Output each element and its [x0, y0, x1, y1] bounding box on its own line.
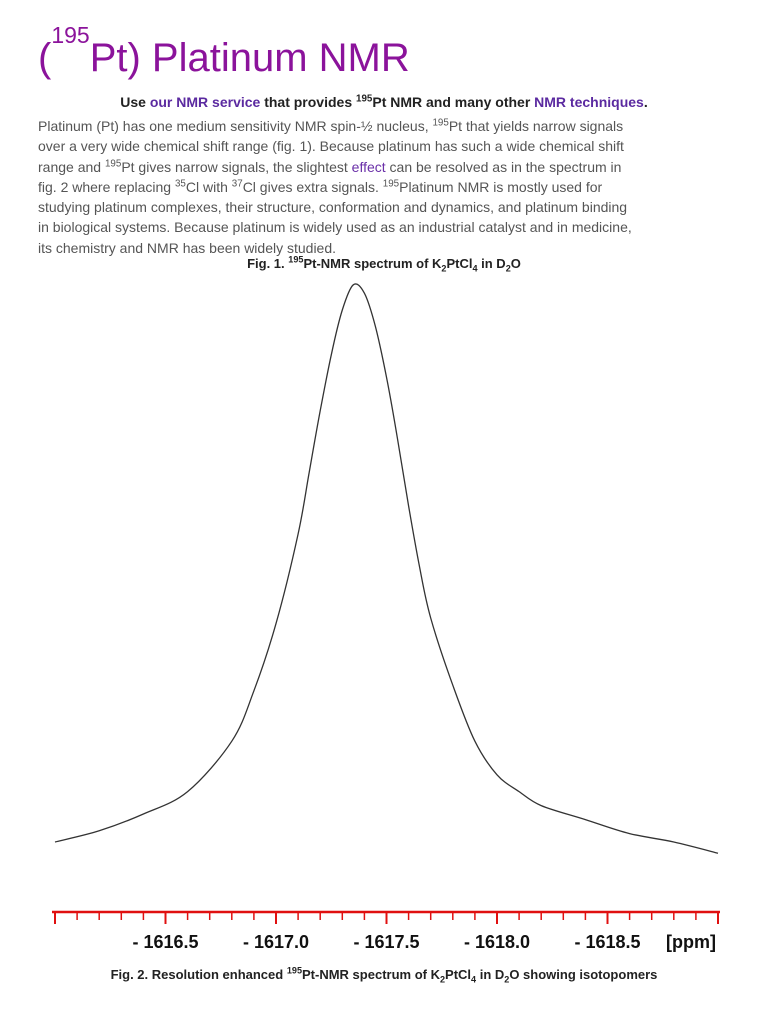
unit-label: [ppm]: [666, 932, 716, 952]
intro-text: over a very wide chemical shift range (fig. 1). Because platinum has such a wide chemical shift: [38, 138, 624, 155]
caption-text: PtCl: [445, 967, 472, 982]
intro-text: in biological systems. Because platinum is widely used as an industrial catalyst and in medicine,: [38, 219, 632, 236]
nmr-service-link[interactable]: our NMR service: [149, 94, 261, 110]
intro-line-4: [38, 177, 728, 197]
fig1-caption: [0, 254, 768, 274]
spectrum-trace-layer: [55, 284, 718, 853]
intro-sup: 37: [231, 178, 243, 190]
tagline-isotope: 195: [356, 93, 373, 105]
intro-text: Pt gives narrow signals, the slightest: [121, 158, 352, 175]
caption-sub: 2: [441, 263, 447, 274]
caption-text: in D: [477, 256, 506, 271]
caption-sub: 2: [505, 263, 511, 274]
intro-line-6: [38, 217, 728, 237]
caption-sub: 4: [472, 263, 478, 274]
fig2-caption: [0, 965, 768, 985]
nmr-techniques-link[interactable]: NMR techniques: [534, 94, 644, 110]
tick-label: - 1618.5: [574, 932, 641, 952]
caption-sup: 195: [286, 965, 303, 976]
caption-text: Pt-NMR spectrum of K: [302, 967, 440, 982]
tagline-part1: Use: [120, 94, 150, 110]
caption-sup: 195: [288, 254, 304, 265]
tick-label: - 1618.0: [463, 932, 531, 952]
ppm-axis: [52, 912, 720, 924]
intro-line-1: [38, 116, 728, 136]
intro-sup: 35: [174, 178, 186, 190]
page-title: [38, 22, 410, 80]
intro-sup: 195: [104, 157, 122, 169]
intro-sup: 195: [432, 117, 449, 129]
intro-text: Platinum NMR is mostly used for: [399, 178, 603, 195]
intro-text: studying platinum complexes, their structure, conformation and dynamics, and platinum binding: [38, 199, 628, 216]
caption-text: Fig. 2. Resolution enhanced: [110, 967, 287, 982]
service-tagline: [0, 94, 768, 110]
tagline-part4: .: [643, 94, 648, 110]
intro-text: Platinum (Pt) has one medium sensitivity NMR spin-½ nucleus,: [38, 118, 433, 134]
title-rest: Pt) Platinum NMR: [89, 36, 410, 80]
intro-line-3: [38, 157, 728, 177]
caption-text: PtCl: [446, 256, 473, 271]
caption-text: in D: [476, 967, 505, 982]
intro-text: Cl gives extra signals.: [242, 178, 383, 195]
caption-sub: 4: [471, 974, 477, 985]
tick-label: - 1616.5: [132, 932, 199, 952]
title-prefix: (: [38, 36, 52, 80]
intro-line-5: [38, 197, 728, 217]
spectrum-line: [55, 284, 718, 853]
tagline-part2: that provides: [260, 94, 356, 110]
caption-sub: 2: [439, 974, 446, 985]
caption-text: Pt-NMR spectrum of K: [303, 256, 442, 271]
tagline-part3: Pt NMR and many other: [372, 94, 535, 110]
tick-label: - 1617.0: [242, 932, 310, 952]
caption-sub: 2: [504, 974, 510, 985]
title-isotope: 195: [51, 22, 90, 48]
intro-sup: 195: [382, 178, 400, 190]
intro-text: its chemistry and NMR has been widely studied.: [38, 239, 337, 256]
nmr-spectrum-chart: [0, 270, 768, 960]
tick-label: - 1617.5: [353, 932, 420, 952]
ppm-tick-labels: [132, 932, 716, 952]
intro-text: fig. 2 where replacing: [38, 178, 175, 195]
intro-paragraph: [38, 116, 728, 258]
caption-text: O: [510, 256, 521, 271]
intro-text: Cl with: [185, 178, 232, 195]
intro-text: can be resolved as in the spectrum in: [385, 158, 622, 175]
intro-text: Pt that yields narrow signals: [448, 118, 624, 134]
effect-link[interactable]: effect: [351, 158, 386, 175]
caption-text: O showing isotopomers: [509, 967, 658, 982]
intro-line-2: [38, 136, 728, 156]
intro-text: range and: [38, 158, 105, 175]
caption-text: Fig. 1.: [247, 256, 289, 271]
